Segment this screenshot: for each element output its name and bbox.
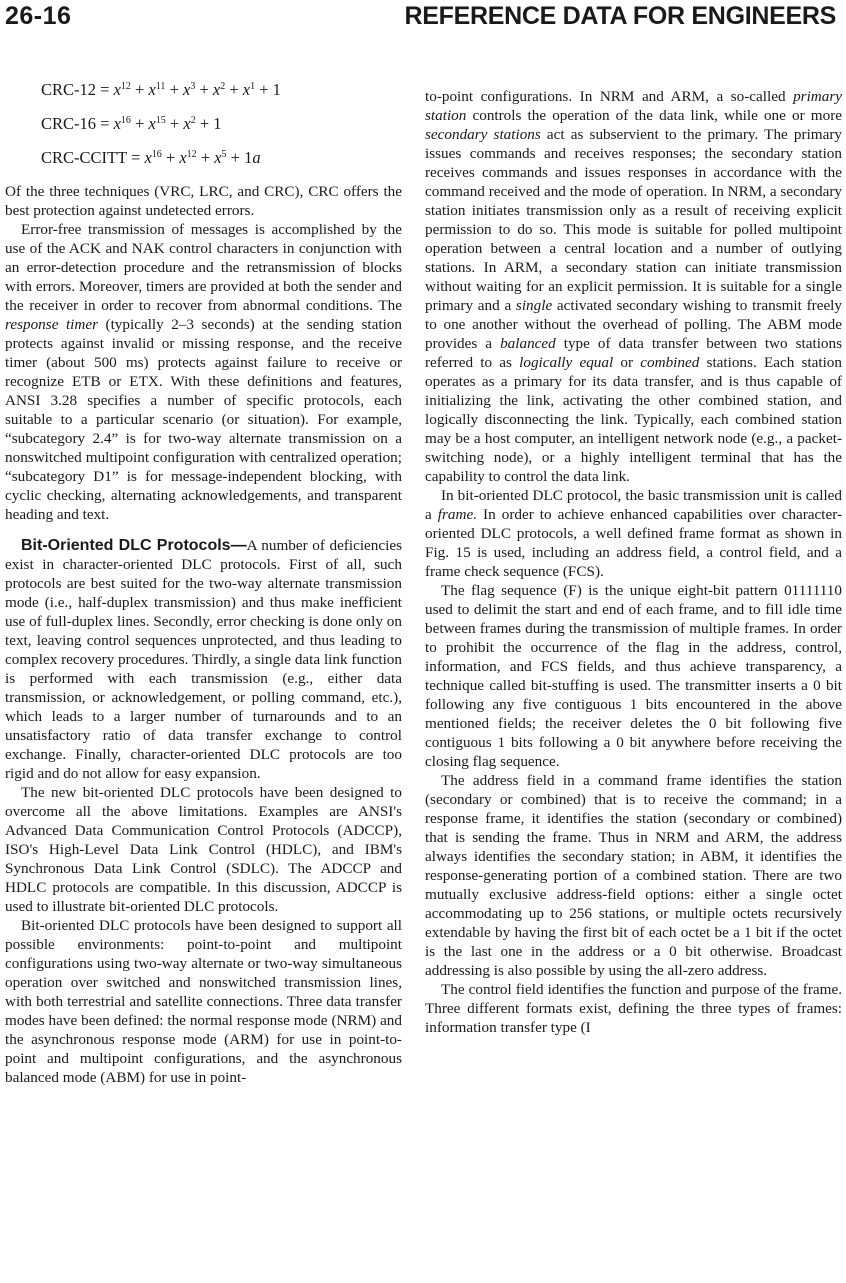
page-number: 26-16 [5,2,72,30]
paragraph: Bit-oriented DLC protocols have been designed to support all possible environments: point-to-point and multipoint configurations using two-way alternate or two-way simultaneous operation over switched and nonswitched transmission lines, with both terrestrial and satellite connections. Three data transfer modes have been defined: the normal response mode (NRM) and the asynchronous response mode (ARM) for use in point-to-point and multipoint configurations, and the asynchronous balanced mode (ABM) for use in point- [5,917,402,1086]
right-column [425,87,842,1037]
crc16-equation: $CRC-16 = x^{16} + x^{15} + x^2 + 1$ [41,114,222,133]
paragraph: to-point configurations. In NRM and ARM, a so-called primary station controls the operation of the data link, while one or more secondary stations act as subservient to the primary. The primary issues commands and receives responses; the secondary station receives commands and issues responses in accordance with the command received and the mode of operation. In NRM, a secondary station initiates transmission only as a result of receiving explicit permission to do so. This mode is suitable for polled multipoint operation between a central location and a number of outlying stations. In ARM, a secondary station can initiate transmission without waiting for an explicit permission. It is suitable for a single primary and a single activated secondary wishing to transmit freely to one another without the overhead of polling. The ABM mode provides a balanced type of data transfer between two stations referred to as logically equal or combined stations. Each station operates as a primary for its data transfer, and is thus capable of initializing the link, activating the other combined station, and logically disconnecting the link. Typically, each combined station may be a host computer, an intelligent network node (e.g., a packet-switching node), or a highly intelligent terminal that has the capability to control the data link. [425,88,843,485]
paragraph: The control field identifies the function and purpose of the frame. Three different formats exist, defining the three types of frames: information transfer type (I [425,981,842,1036]
paragraph: Error-free transmission of messages is accomplished by the use of the ACK and NAK control characters in conjunction with an error-detection procedure and the retransmission of blocks with errors. Moreover, timers are provided at both the sender and the receiver in order to recover from abnormal conditions. The response timer (typically 2–3 seconds) at the sending station protects against invalid or missing response, and the receive timer (about 500 ms) protects against failure to receive or recognize ETB or ETX. With these definitions and features, ANSI 3.28 specifies a number of specific protocols, each suitable to a particular scenario (or situation). For example, “subcategory 2.4” is for two-way alternate transmission on a nonswitched multipoint configuration with centralized operation; “subcategory D1” is for message-independent blocking, with cyclic checking, alternating acknowledgements, and transparent heading and text. [5,221,402,523]
crc-ccitt-equation: CRC-CCITT = $x^{16} + x^{12} + x^5 + 1a$ [41,148,261,167]
paragraph: The flag sequence (F) is the unique eight-bit pattern 01111110 used to delimit the start and end of each frame, and to fill idle time between frames during the transmission of multiple frames. In order to prohibit the occurrence of the flag in the address, control, information, and FCS fields, and thus achieve transparency, a technique called bit-stuffing is used. The transmitter inserts a 0 bit following any five contiguous 1 bits encountered in the above mentioned fields; the receiver deletes the 0 bit following five contiguous 1 bits following a 0 bit anywhere before receiving the closing flag sequence. [425,582,842,770]
paragraph: Bit-Oriented DLC Protocols—A number of deficiencies exist in character-oriented DLC protocols. First of all, such protocols are best suited for the two-way alternate transmission mode (i.e., half-duplex transmission) and thus make inefficient use of full-duplex lines. Secondly, error checking is done only on text, leaving control sequences unprotected, and thus leading to complex recovery procedures. Thirdly, a single data link function is performed with each transmission (e.g., either data transmission, or acknowledgement, or polling command, etc.), which leads to a larger number of turnarounds and to an unsatisfactory ratio of data transfer exchange to control exchange. Finally, character-oriented DLC protocols are too rigid and do not allow for easy expansion. [5,537,402,782]
crc12-equation: $CRC-12 = x^{12} + x^{11} + x^3 + x^2 + x^1 + 1$ [41,80,281,99]
section-heading: Bit-Oriented DLC Protocols— [21,537,247,554]
left-column [5,80,402,1087]
paragraph: The new bit-oriented DLC protocols have been designed to overcome all the above limitations. Examples are ANSI's Advanced Data Communication Control Protocols (ADCCP), ISO's High-Level Data Link Control (HDLC), and IBM's Synchronous Data Link Control (SDLC). The ADCCP and HDLC protocols are compatible. In this discussion, ADCCP is used to illustrate bit-oriented DLC protocols. [5,784,402,915]
paragraph: The address field in a command frame identifies the station (secondary or combined) that is to receive the command; in a response frame, it identifies the station (secondary or combined) that is sending the frame. Thus in NRM and ARM, the address always identifies the secondary station; in ABM, it identifies the response-generating portion of a combined station. There are two mutually exclusive address-field options: either a single octet accommodating up to 256 stations, or multiple octets recursively extendable by having the first bit of each octet be a 1 bit if the octet is the last one in the address or a 0 bit otherwise. Broadcast addressing is also possible by using the all-zero address. [425,772,842,979]
page-header [0,0,846,36]
paragraph: Of the three techniques (VRC, LRC, and CRC), CRC offers the best protection against undetected errors. [5,183,402,219]
running-title: REFERENCE DATA FOR ENGINEERS [404,2,836,30]
crc-equations [41,80,402,182]
paragraph: In bit-oriented DLC protocol, the basic transmission unit is called a frame. In order to achieve enhanced capabilities over character-oriented DLC protocols, a well defined frame format as shown in Fig. 15 is used, including an address field, a control field, and a frame check sequence (FCS). [425,487,843,580]
